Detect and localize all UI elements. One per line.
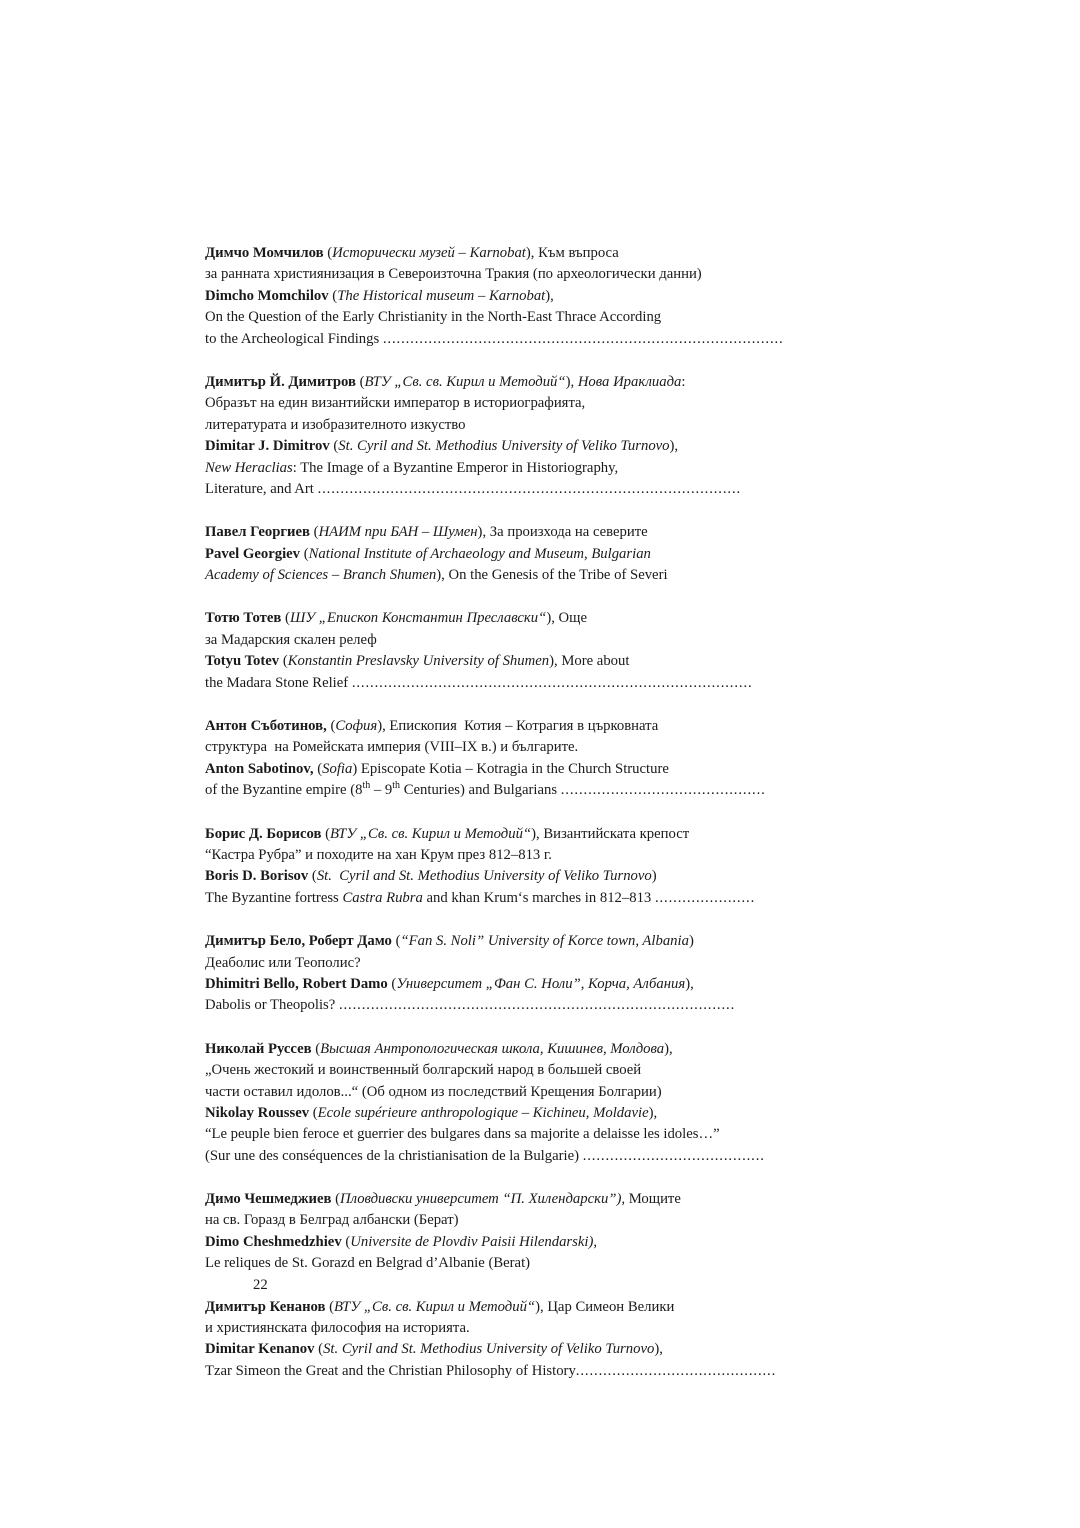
text-run: Centuries) and Bulgarians	[400, 782, 561, 799]
text-run: (	[328, 287, 338, 304]
text-run: ),	[545, 287, 554, 304]
text-run: “Кастра Рубра” и походите на хан Крум през 812–813 г.	[205, 846, 552, 863]
toc-entry-line	[205, 264, 850, 285]
text-run: (	[311, 1040, 321, 1057]
text-run: ВТУ „Св. св. Кирил и Методий“	[364, 373, 566, 390]
toc-entry	[205, 1189, 850, 1275]
text-run: София	[335, 718, 378, 735]
text-run: – 9	[370, 782, 393, 799]
text-run: Антон Съботинов,	[205, 718, 327, 735]
text-run: th	[362, 780, 371, 792]
toc-entry-line	[205, 307, 850, 328]
text-run: ),	[565, 373, 578, 390]
text-run: Sofia	[322, 760, 353, 777]
toc-entry-line	[205, 651, 850, 672]
text-run: to the Archeological Findings	[205, 330, 383, 347]
text-run: Le reliques de St. Gorazd en Belgrad d’Albanie (Berat)	[205, 1255, 531, 1272]
toc-entry-line	[205, 243, 850, 264]
text-run: “Le peuple bien feroce et guerrier des bulgares dans sa majorite a delaisse les idoles…”	[205, 1126, 720, 1143]
text-run: Literature, and Art	[205, 480, 318, 497]
toc-entry-line	[205, 608, 850, 629]
table-of-contents	[205, 243, 850, 1382]
toc-entry-line	[205, 565, 850, 586]
text-run: ), Цар Симеон Велики	[535, 1298, 675, 1315]
text-run: Димитър Кенанов	[205, 1298, 326, 1315]
text-run: Мощите	[625, 1191, 681, 1208]
text-run: литературата и изобразителното изкуство	[205, 416, 466, 433]
text-run: и християнската философия на историята.	[205, 1320, 470, 1337]
toc-entry	[205, 522, 850, 586]
text-run: (	[323, 245, 333, 261]
text-run: )	[651, 868, 657, 885]
text-run: Totyu Totev	[205, 653, 280, 670]
text-run: ), Още	[546, 610, 587, 627]
text-run: Pavel Georgiev	[205, 545, 301, 562]
toc-entry-line	[205, 1103, 850, 1124]
toc-entry-line	[205, 1082, 850, 1103]
text-run: Димо Чешмеджиев	[205, 1191, 332, 1208]
toc-entry-line	[205, 1361, 850, 1382]
text-run: (	[309, 1104, 318, 1121]
toc-entry	[205, 1039, 850, 1167]
toc-entry	[205, 824, 850, 910]
text-run: (	[329, 438, 339, 455]
toc-entry-line	[205, 1189, 850, 1210]
text-run: (	[355, 373, 365, 390]
text-run: ), Към въпроса	[525, 245, 619, 261]
toc-entry-line	[205, 286, 850, 307]
page-number: 22	[253, 1277, 268, 1293]
text-run: ШУ „Епископ Константин Преславски“	[289, 610, 547, 627]
text-run: Dhimitri Bello, Robert Damo	[205, 975, 388, 992]
leader-dots: .............................................	[560, 782, 766, 799]
text-run: (	[326, 718, 336, 735]
toc-entry-line	[205, 780, 850, 801]
text-run: (	[325, 1298, 335, 1315]
text-run: ), More about	[549, 653, 630, 670]
text-run: структура на Ромейската империя (VIII–IX в.) и българите.	[205, 739, 579, 756]
toc-entry-line	[205, 630, 850, 651]
text-run: Димитър Й. Димитров	[205, 373, 356, 390]
toc-entry-line	[205, 716, 850, 737]
text-run: (	[309, 524, 319, 541]
toc-entry-line	[205, 1297, 850, 1318]
toc-entry-line	[205, 1253, 850, 1274]
toc-entry-line	[205, 974, 850, 995]
text-run: ВТУ „Св. св. Кирил и Методий“	[334, 1298, 536, 1315]
text-run: (Sur une des conséquences de la christianisation de la Bulgarie)	[205, 1147, 583, 1164]
toc-entry-line	[205, 953, 850, 974]
text-run: (	[341, 1233, 351, 1250]
toc-entry-line	[205, 1318, 850, 1339]
toc-entry-line	[205, 995, 850, 1016]
text-run: The Byzantine fortress	[205, 889, 343, 906]
text-run: Anton Sabotinov,	[205, 760, 314, 777]
text-run: National Institute of Archaeology and Museum, Bulgarian	[308, 545, 651, 562]
text-run: Исторически музей – Karnobat	[332, 245, 526, 261]
text-run: (	[313, 760, 323, 777]
text-run: Тотю Тотев	[205, 610, 282, 627]
leader-dots: ........................................	[582, 1147, 765, 1164]
text-run: Нова Ираклиада	[577, 373, 682, 390]
text-run: the Madara Stone Relief	[205, 674, 352, 691]
toc-entry-line	[205, 544, 850, 565]
text-run: :	[681, 373, 686, 390]
toc-entry-line	[205, 393, 850, 414]
text-run: (	[331, 1191, 340, 1208]
text-run: ),	[685, 975, 694, 992]
text-run: (	[308, 868, 317, 885]
leader-dots: .............................................................................................	[317, 480, 742, 497]
text-run: St. Cyril and St. Methodius University of Veliko Turnovo	[323, 1341, 655, 1358]
text-run: and khan Krum‘s marches in 812–813	[422, 889, 655, 906]
text-run: Dimcho Momchilov	[205, 287, 329, 304]
toc-entry-line	[205, 737, 850, 758]
text-run: Boris D. Borisov	[205, 868, 309, 885]
text-run: за ранната християнизация в Североизточна Тракия (по археологически данни)	[205, 266, 702, 283]
text-run: (	[321, 825, 331, 842]
text-run: )	[688, 933, 694, 950]
text-run: (	[391, 933, 401, 950]
text-run: Деаболис или Теополис?	[205, 954, 361, 971]
text-run: ),	[654, 1341, 663, 1358]
text-run: Universite de Plovdiv Paisii Hilendarski),	[350, 1233, 598, 1250]
toc-entry-line	[205, 673, 850, 694]
toc-entry	[205, 1297, 850, 1383]
text-run: ),	[648, 1104, 658, 1121]
toc-entry-line	[205, 866, 850, 887]
toc-entry-line	[205, 1039, 850, 1060]
text-run: Konstantin Preslavsky University of Shumen	[287, 653, 550, 670]
text-run: ), Византийската крепост	[531, 825, 690, 842]
text-run: Ecole supérieure anthropologique – Kichineu, Moldavie	[317, 1104, 649, 1121]
text-run: “Fan S. Noli” University of Korce town, Albania	[400, 933, 689, 950]
toc-entry-line	[205, 372, 850, 393]
text-run: ), On the Genesis of the Tribe of Severi	[436, 567, 668, 584]
leader-dots: ........................................................................................	[351, 674, 753, 691]
leader-dots: ......................	[654, 889, 756, 906]
text-run: ) Episcopate Kotia – Kotragia in the Church Structure	[352, 760, 669, 777]
text-run: Tzar Simeon the Great and the Christian Philosophy of History	[205, 1362, 576, 1379]
toc-entry-line	[205, 931, 850, 952]
toc-entry-line	[205, 415, 850, 436]
toc-entry	[205, 931, 850, 1017]
toc-entry-line	[205, 888, 850, 909]
text-run: of the Byzantine empire (8	[205, 782, 363, 799]
toc-entry-line	[205, 436, 850, 457]
toc-entry-line	[205, 329, 850, 350]
toc-entry-line	[205, 1339, 850, 1360]
toc-entry-line	[205, 824, 850, 845]
toc-entry	[205, 243, 850, 350]
text-run: „Очень жестокий и воинственный болгарский народ в большей своей	[205, 1062, 642, 1079]
text-run: за Мадарския скален релеф	[205, 631, 377, 648]
text-run: ВТУ „Св. св. Кирил и Методий“	[330, 825, 532, 842]
text-run: th	[392, 780, 401, 792]
toc-entry-line	[205, 845, 850, 866]
text-run: (	[279, 653, 288, 670]
toc-entry	[205, 716, 850, 802]
toc-entry-line	[205, 759, 850, 780]
text-run: Университет „Фан С. Ноли”, Корча, Албания	[396, 975, 686, 992]
text-run: части оставил идолов...“ (Об одном из последствий Крещения Болгарии)	[205, 1083, 662, 1100]
toc-entry-line	[205, 458, 850, 479]
toc-entry-line	[205, 479, 850, 500]
text-run: Dimitar J. Dimitrov	[205, 438, 330, 455]
text-run: Образът на един византийски император в историографията,	[205, 395, 586, 412]
text-run: на св. Горазд в Белград албански (Берат)	[205, 1212, 459, 1229]
text-run: On the Question of the Early Christianity in the North-East Thrace According	[205, 309, 662, 326]
text-run: Academy of Sciences – Branch Shumen	[205, 567, 437, 584]
text-run: ),	[664, 1040, 673, 1057]
toc-entry-line	[205, 1124, 850, 1145]
text-run: St. Cyril and St. Methodius University of Veliko Turnovo	[316, 868, 652, 885]
text-run: Борис Д. Борисов	[205, 825, 322, 842]
text-run: (	[314, 1341, 324, 1358]
toc-entry	[205, 608, 850, 694]
text-run: ), Епископия Котия – Котрагия в църковната	[377, 718, 659, 735]
text-run: Николай Руссев	[205, 1040, 312, 1057]
text-run: Димчо Момчилов	[205, 245, 324, 261]
toc-entry	[205, 372, 850, 500]
toc-entry-line	[205, 522, 850, 543]
text-run: НАИМ при БАН – Шумен	[318, 524, 478, 541]
text-run: St. Cyril and St. Methodius University of Veliko Turnovo	[338, 438, 670, 455]
toc-entry-line	[205, 1060, 850, 1081]
toc-entry-line	[205, 1210, 850, 1231]
text-run: : The Image of a Byzantine Emperor in Historiography,	[292, 459, 619, 476]
text-run: ), За произхода на северите	[477, 524, 648, 541]
text-run: Dimitar Kenanov	[205, 1341, 315, 1358]
text-run: ),	[669, 438, 679, 455]
text-run: (	[300, 545, 309, 562]
text-run: Димитър Бело, Роберт Дамо	[205, 933, 392, 950]
text-run: Пловдивски университет “П. Хилендарски”),	[340, 1191, 626, 1208]
text-run: Высшая Антропологическая школа, Кишинев, Молдова	[320, 1040, 665, 1057]
text-run: Павел Георгиев	[205, 524, 310, 541]
text-run: Nikolay Roussev	[205, 1104, 310, 1121]
text-run: Dabolis or Theopolis?	[205, 997, 339, 1014]
leader-dots: .......................................................................................	[338, 997, 736, 1014]
text-run: Dimo Cheshmedzhiev	[205, 1233, 342, 1250]
text-run: (	[281, 610, 290, 627]
toc-entry-line	[205, 1146, 850, 1167]
text-run: The Historical museum – Karnobat	[337, 287, 546, 304]
text-run: (	[387, 975, 397, 992]
leader-dots: ........................................................................................	[382, 330, 784, 347]
text-run: New Heraclias	[205, 459, 293, 476]
leader-dots: ............................................	[575, 1362, 777, 1379]
toc-entry-line	[205, 1232, 850, 1253]
text-run: Castra Rubra	[342, 889, 423, 906]
